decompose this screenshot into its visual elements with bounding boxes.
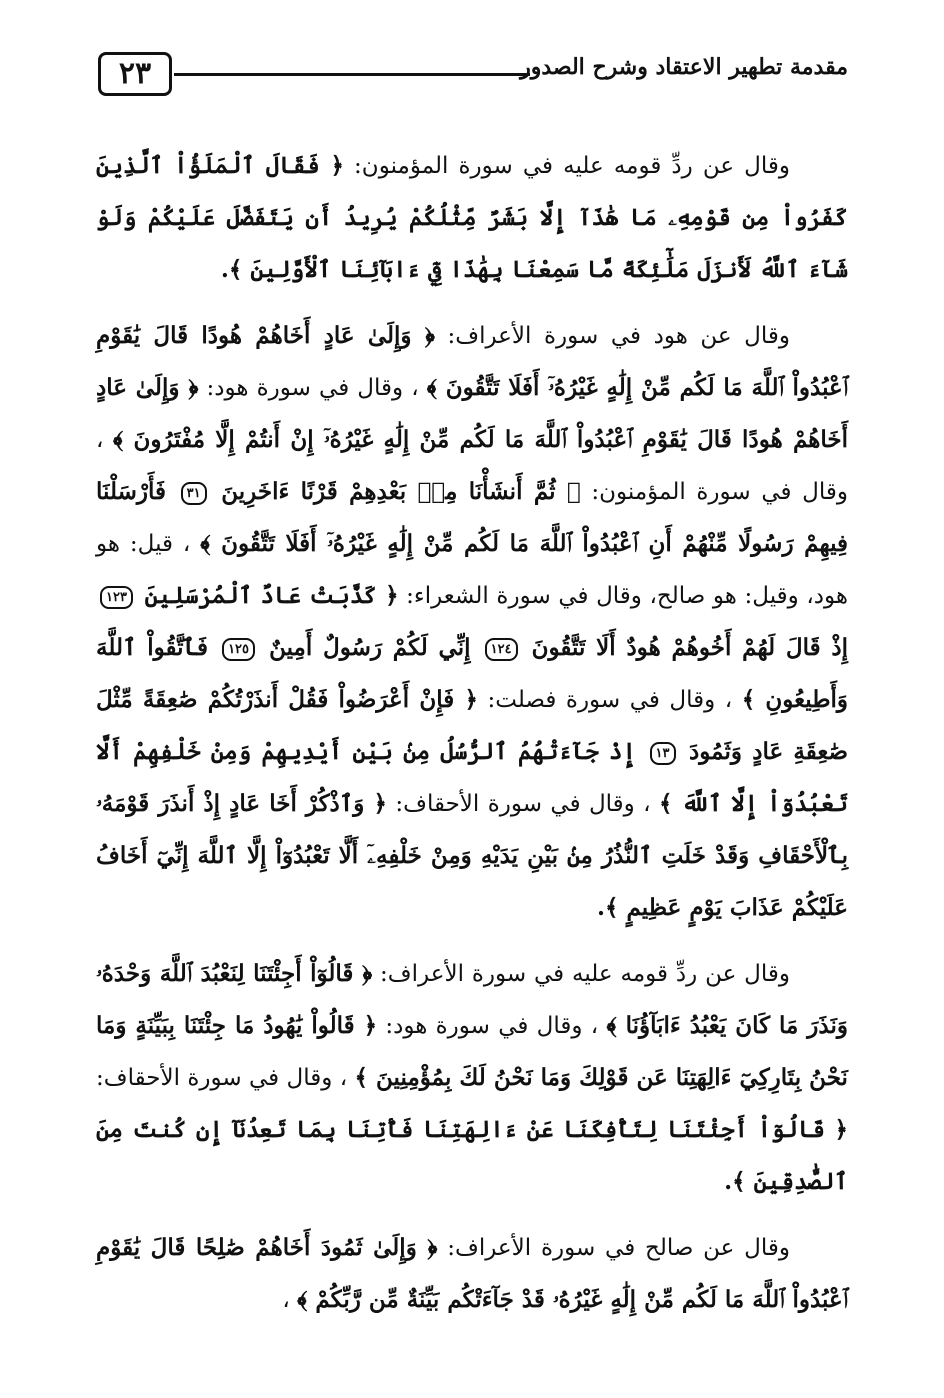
body-text: وقال عن ردِّ قومه عليه في سورة الأعراف: bbox=[372, 961, 791, 987]
paragraph bbox=[96, 1222, 848, 1326]
quran-verse: ﴿ قَالُوٓاْ أَجِئْتَنَا لِنَعْبُدَ ٱللَّهَ وَحْدَهُۥ وَنَذَرَ مَا كَانَ يَعْبُدُ ءَابَآؤُنَا ﴾ bbox=[96, 960, 848, 1039]
quran-verse: ﴿ كَذَّبَتْ عَادٌ ٱلْمُرْسَلِينَ bbox=[144, 582, 399, 609]
body-text: ، وقال في سورة الأحقاف: bbox=[96, 1065, 348, 1091]
page-body bbox=[96, 140, 848, 1368]
body-text: وقال عن ردِّ قومه عليه في سورة المؤمنون: bbox=[343, 153, 790, 179]
quran-verse: فَأَرْسَلْنَا فِيهِمْ رَسُولًا مِّنْهُمْ أَنِ ٱعْبُدُواْ ٱللَّهَ مَا لَكُم مِّنْ إِلَٰهٍ غَيْرُهُۥٓ أَفَلَا تَتَّقُونَ ﴾ bbox=[96, 478, 848, 557]
ayah-number-marker: ١٢٥ bbox=[222, 638, 255, 661]
quran-verse: فَٱتَّقُواْ ٱللَّهَ وَأَطِيعُونِ ﴾ bbox=[96, 634, 849, 713]
page-number: ٢٣ bbox=[98, 52, 172, 96]
quran-verse: ﴿ وَٱذْكُرْ أَخَا عَادٍ إِذْ أَنذَرَ قَوْمَهُۥ بِٱلْأَحْقَافِ وَقَدْ خَلَتِ ٱلنُّذُرُ مِنۢ بَيْنِ يَدَيْهِ وَمِنْ خَلْفِهِۦٓ أَلَّا تَعْبُدُوٓاْ إِلَّا ٱللَّهَ إِنِّيٓ أَخَافُ عَلَيْكُمْ عَذَابَ يَوْمٍ عَظِيمٍ ﴾. bbox=[96, 790, 848, 921]
running-title: مقدمة تطهير الاعتقاد وشرح الصدور bbox=[520, 54, 848, 80]
header-rule bbox=[174, 73, 530, 76]
paragraph bbox=[96, 310, 848, 934]
paragraph bbox=[96, 948, 848, 1208]
body-text: ، وقال في سورة هود: bbox=[198, 375, 419, 401]
quran-verse: ﴿ فَإِنْ أَعْرَضُواْ فَقُلْ أَنذَرْتُكُمْ صَٰعِقَةً مِّثْلَ صَٰعِقَةِ عَادٍ وَثَمُودَ bbox=[96, 686, 848, 765]
quran-verse: ﴿ قَالُواْ يَٰهُودُ مَا جِئْتَنَا بِبَيِّنَةٍ وَمَا نَحْنُ بِتَارِكِيٓ ءَالِهَتِنَا عَن قَوْلِكَ وَمَا نَحْنُ لَكَ بِمُؤْمِنِينَ ﴾ bbox=[96, 1012, 848, 1091]
quran-verse: ﴿ قَالُوٓاْ أَجِئْتَنَا لِتَأْفِكَنَا عَنْ ءَالِهَتِنَا فَأْتِنَا بِمَا تَعِدُنَآ إِن كُنتَ مِنَ ٱلصَّٰدِقِينَ ﴾. bbox=[96, 1116, 848, 1195]
page-header bbox=[84, 44, 848, 108]
body-text: ، وقال في سورة فصلت: bbox=[477, 687, 733, 713]
paragraph bbox=[96, 140, 848, 296]
quran-verse: إِذْ قَالَ لَهُمْ أَخُوهُمْ هُودٌ أَلَا تَتَّقُونَ bbox=[531, 634, 848, 661]
ayah-number-marker: ١٢٤ bbox=[485, 638, 518, 661]
quran-verse: ﴿ وَإِلَىٰ عَادٍ أَخَاهُمْ هُودًا قَالَ يَٰقَوْمِ ٱعْبُدُواْ ٱللَّهَ مَا لَكُم مِّنْ إِلَٰهٍ غَيْرُهُۥٓ أَفَلَا تَتَّقُونَ ﴾ bbox=[96, 322, 849, 401]
body-text: وقال عن هود في سورة الأعراف: bbox=[434, 323, 790, 349]
ayah-number-marker: ١٢٣ bbox=[100, 586, 133, 609]
body-text: ، قيل: هو هود، وقيل: هو صالح، وقال في سورة الشعراء: bbox=[96, 531, 849, 609]
quran-verse: ﴿ فَقَالَ ٱلْمَلَؤُاْ ٱلَّذِينَ كَفَرُواْ مِن قَوْمِهِۦ مَا هَٰذَآ إِلَّا بَشَرٌ مِّثْلُكُمْ يُرِيدُ أَن يَتَفَضَّلَ عَلَيْكُمْ وَلَوْ شَآءَ ٱللَّهُ لَأَنزَلَ مَلَٰٓئِكَةً مَّا سَمِعْنَا بِهَٰذَا فِيٓ ءَابَآئِنَا ٱلْأَوَّلِينَ ﴾. bbox=[96, 152, 848, 283]
body-text: ، وقال في سورة هود: bbox=[377, 1013, 599, 1039]
ayah-number-marker: ٣١ bbox=[181, 482, 207, 505]
ayah-number-marker: ١٣ bbox=[650, 742, 676, 765]
body-text: ، وقال في سورة الأحقاف: bbox=[386, 791, 651, 817]
body-text: ، bbox=[282, 1287, 290, 1313]
quran-verse: إِنِّي لَكُمْ رَسُولٌ أَمِينٌ bbox=[269, 634, 471, 661]
quran-verse: إِذْ جَآءَتْهُمُ ٱلرُّسُلُ مِنۢ بَيْنِ أَيْدِيهِمْ وَمِنْ خَلْفِهِمْ أَلَّا تَعْبُدُوٓاْ إِلَّا ٱللَّهَ ﴾ bbox=[96, 738, 849, 817]
body-text: ، وقال في سورة المؤمنون: bbox=[96, 427, 849, 505]
quran-verse: ﴿ وَإِلَىٰ عَادٍ أَخَاهُمْ هُودًا قَالَ يَٰقَوْمِ ٱعْبُدُواْ ٱللَّهَ مَا لَكُم مِّنْ إِلَٰهٍ غَيْرُهُۥٓ إِنْ أَنتُمْ إِلَّا مُفْتَرُونَ ﴾ bbox=[96, 374, 849, 453]
quran-verse: ﴿ وَإِلَىٰ ثَمُودَ أَخَاهُمْ صَٰلِحًا قَالَ يَٰقَوْمِ ٱعْبُدُواْ ٱللَّهَ مَا لَكُم مِّنْ إِلَٰهٍ غَيْرُهُۥ قَدْ جَآءَتْكُم بَيِّنَةٌ مِّن رَّبِّكُمْ ﴾ bbox=[96, 1234, 848, 1313]
quran-verse: ﴿ ثُمَّ أَنشَأْنَا مِنۢ بَعْدِهِمْ قَرْنًا ءَاخَرِينَ bbox=[221, 478, 581, 505]
body-text: وقال عن صالح في سورة الأعراف: bbox=[437, 1235, 790, 1261]
